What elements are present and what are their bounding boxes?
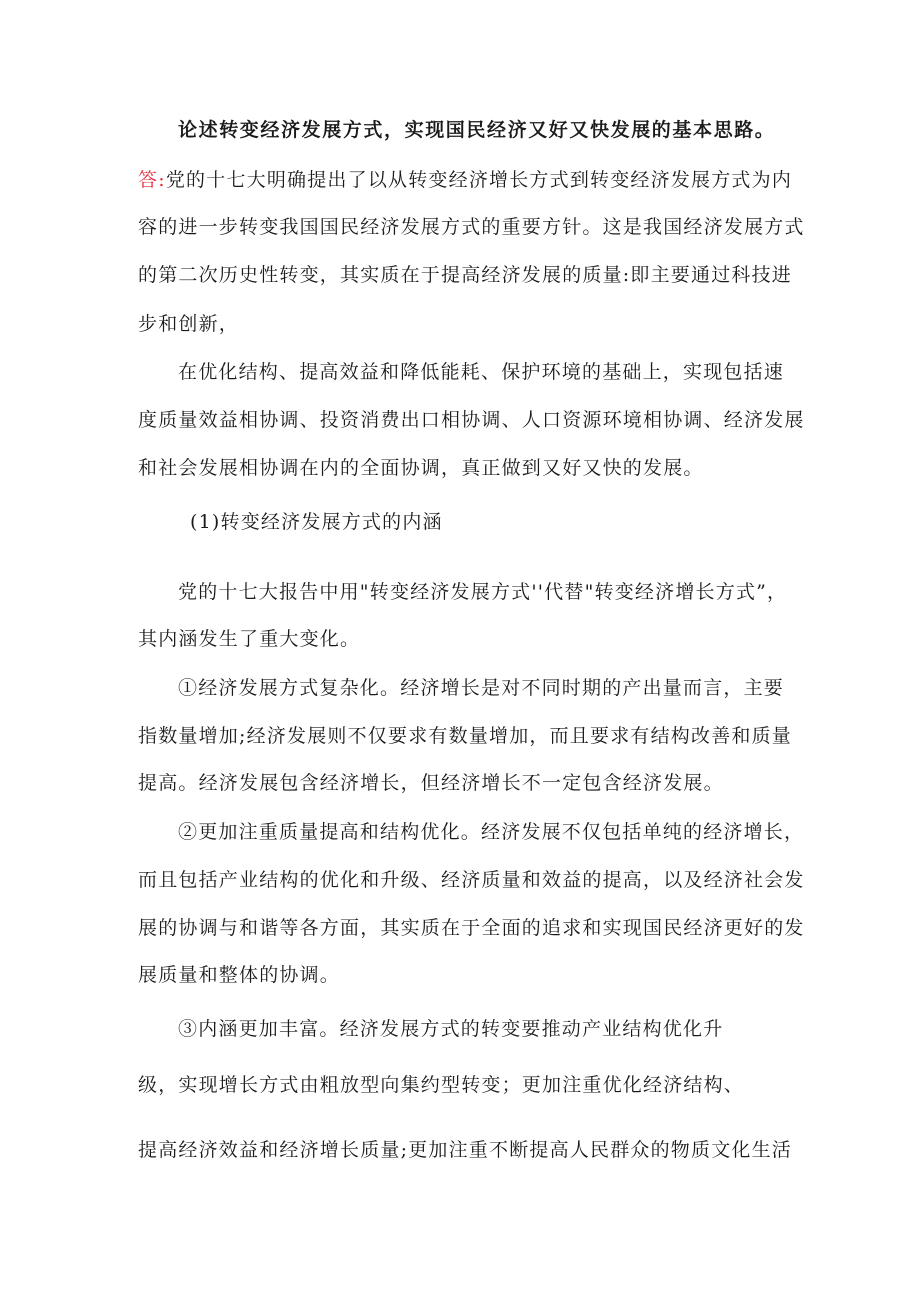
text-line: ③内涵更加丰富。经济发展方式的转变要推动产业结构优化升 [178, 1018, 724, 1040]
text-line: 指数量增加;经济发展则不仅要求有数量增加，而且要求有结构改善和质量 [138, 725, 793, 747]
text-line: 级，实现增长方式由粗放型向集约型转变；更加注重优化经济结构、 [138, 1074, 745, 1096]
text-line: 的第二次历史性转变，其实质在于提高经济发展的质量:即主要通过科技进 [138, 264, 793, 286]
text-line: 提高经济效益和经济增长质量;更加注重不断提高人民群众的物质文化生活 [138, 1139, 793, 1161]
section-heading: (1)转变经济发展方式的内涵 [190, 511, 443, 533]
text-line: 其内涵发生了重大变化。 [138, 628, 361, 650]
text-line: ①经济发展方式复杂化。经济增长是对不同时期的产出量而言，主要 [178, 677, 785, 699]
text-line: ②更加注重质量提高和结构优化。经济发展不仅包括单纯的经济增长， [178, 821, 805, 843]
answer-first-line [138, 168, 792, 192]
answer-label: 答: [138, 169, 166, 191]
text-line: 党的十七大报告中用"转变经济发展方式''代替"转变经济增长方式”， [178, 581, 788, 603]
text-line: 步和创新， [138, 313, 240, 335]
text-line: 而且包括产业结构的优化和升级、经济质量和效益的提高，以及经济社会发 [138, 869, 805, 891]
text-line: 党的十七大明确提出了以从转变经济增长方式到转变经济发展方式为内 [165, 169, 793, 191]
text-line: 提高。经济发展包含经济增长，但经济增长不一定包含经济发展。 [138, 772, 724, 794]
text-line: 在优化结构、提高效益和降低能耗、保护环境的基础上，实现包括速 [178, 361, 785, 383]
text-line: 展的协调与和谐等各方面，其实质在于全面的追求和实现国民经济更好的发 [138, 917, 805, 939]
text-line: 和社会发展相协调在内的全面协调，真正做到又好又快的发展。 [138, 457, 704, 479]
text-line: 展质量和整体的协调。 [138, 964, 341, 986]
document-title: 论述转变经济发展方式，实现国民经济又好又快发展的基本思路。 [178, 119, 776, 141]
text-line: 度质量效益相协调、投资消费出口相协调、人口资源环境相协调、经济发展 [138, 409, 805, 431]
text-line: 容的进一步转变我国国民经济发展方式的重要方针。这是我国经济发展方式 [138, 216, 805, 238]
